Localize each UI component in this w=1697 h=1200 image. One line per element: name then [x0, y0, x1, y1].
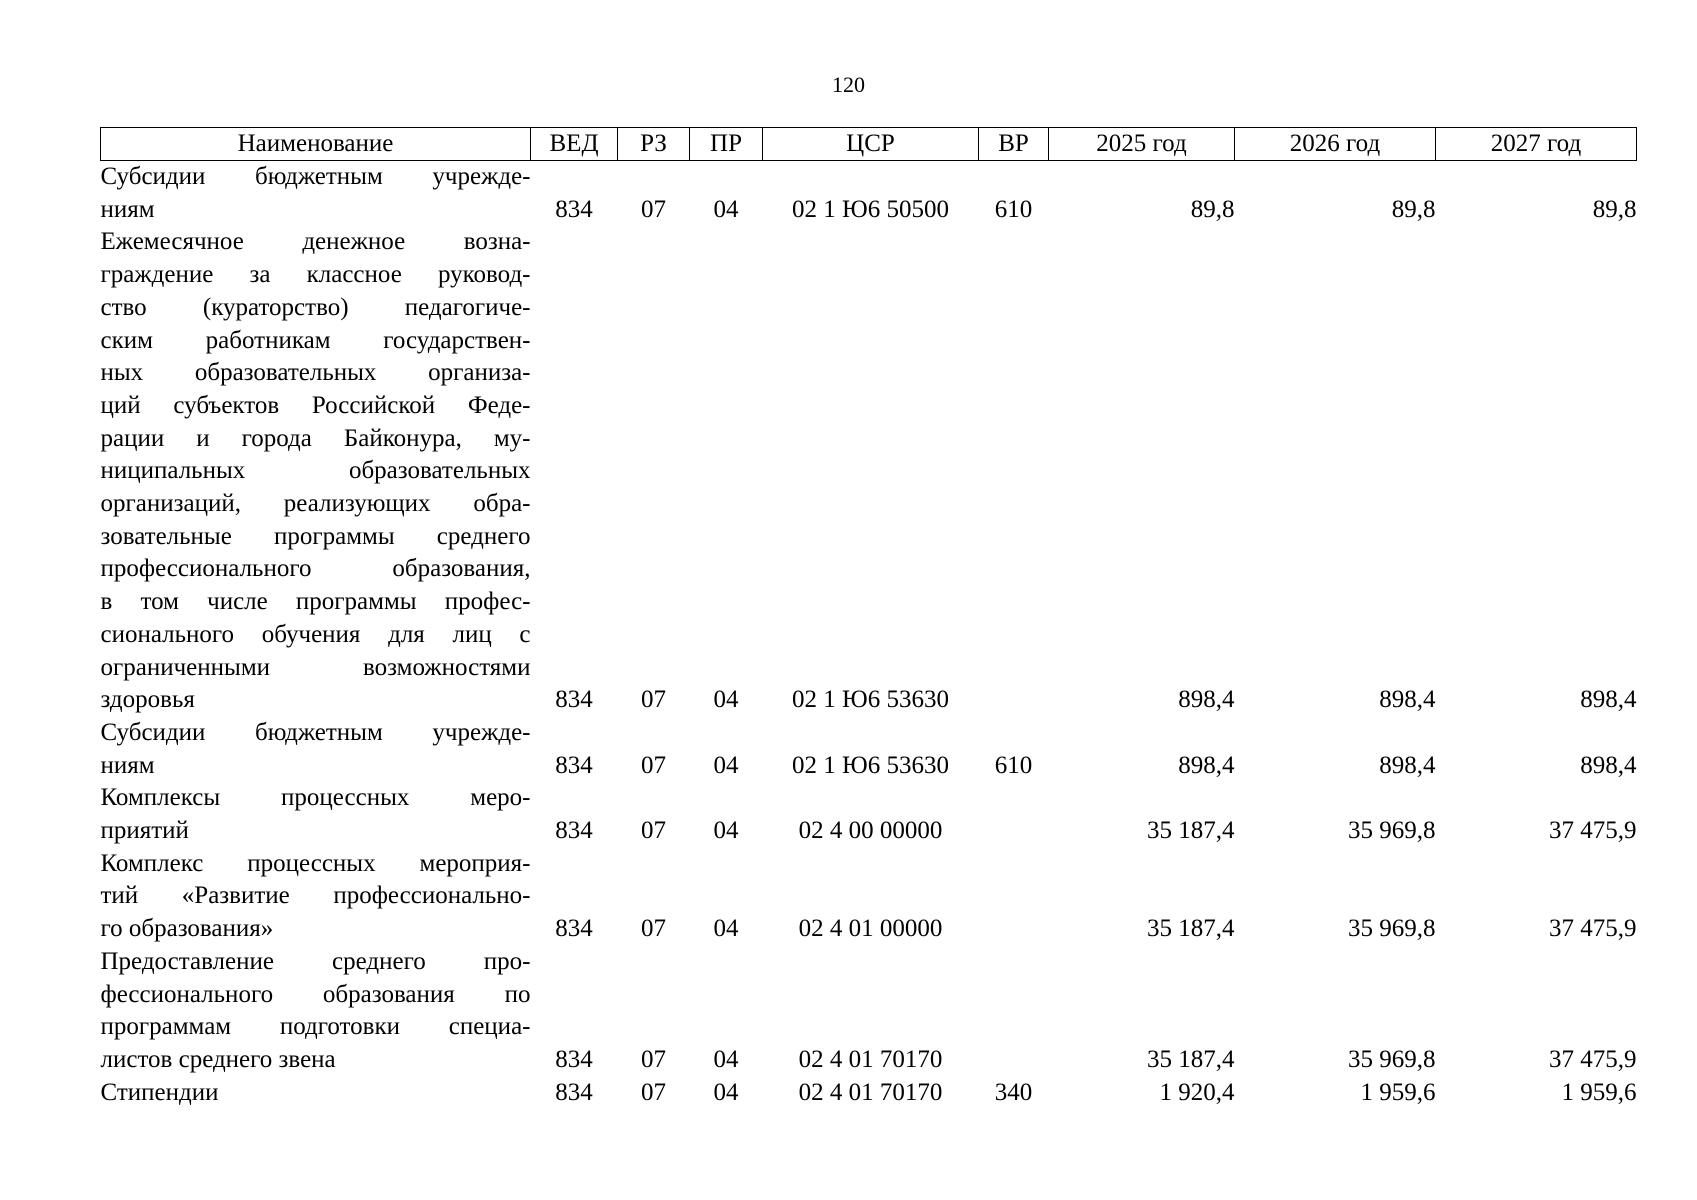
cell-2026: 35 969,8 — [1348, 817, 1436, 845]
name-line: Стипендии — [100, 1078, 219, 1106]
cell-rz: 07 — [641, 1078, 666, 1106]
cell-2027: 37 475,9 — [1549, 915, 1637, 943]
cell-ved: 834 — [555, 915, 593, 943]
name-line: Субсидии бюджетным учрежде- — [100, 163, 531, 190]
cell-ved: 834 — [555, 195, 593, 223]
name-line: Комплекс процессных мероприя- — [100, 849, 531, 877]
name-line: профессионального образования, — [100, 555, 531, 583]
table-row — [101, 161, 1637, 227]
table-row — [101, 1077, 1637, 1110]
name-line: ниципальных образовательных — [100, 457, 531, 485]
cell-2026: 35 969,8 — [1348, 1045, 1436, 1073]
cell-vr — [979, 782, 1049, 847]
name-line: ниям — [100, 195, 155, 223]
cell-vr — [979, 946, 1049, 1077]
table-row — [101, 226, 1637, 717]
cell-rz: 07 — [641, 686, 666, 714]
name-line: ским работникам государствен- — [100, 326, 531, 354]
cell-vr: 340 — [994, 1078, 1033, 1106]
page-number: 120 — [832, 72, 865, 97]
cell-name — [101, 782, 531, 847]
header-2025: 2025 год — [1049, 128, 1235, 161]
name-line: ных образовательных организа- — [100, 359, 531, 387]
cell-ved: 834 — [555, 1045, 593, 1073]
name-line: программам подготовки специа- — [100, 1013, 531, 1041]
cell-2026: 1 959,6 — [1360, 1078, 1436, 1106]
cell-csr: 02 1 Ю6 53630 — [792, 686, 949, 714]
cell-ved: 834 — [555, 1078, 593, 1106]
cell-name — [101, 226, 531, 717]
cell-2027: 898,4 — [1580, 686, 1637, 714]
cell-2027: 89,8 — [1592, 195, 1637, 223]
name-line: го образования» — [100, 915, 274, 943]
name-line: Комплексы процессных меро- — [100, 784, 531, 812]
header-vr: ВР — [979, 128, 1049, 161]
cell-csr: 02 4 01 70170 — [798, 1045, 943, 1073]
cell-pr: 04 — [713, 686, 739, 714]
cell-rz: 07 — [641, 195, 666, 223]
cell-ved: 834 — [555, 817, 593, 845]
budget-table — [100, 127, 1637, 1109]
cell-pr: 04 — [713, 195, 739, 223]
name-line: ций субъектов Российской Феде- — [100, 391, 531, 419]
cell-rz: 07 — [641, 915, 666, 943]
cell-2027: 898,4 — [1580, 751, 1637, 779]
name-line: зовательные программы среднего — [100, 522, 531, 550]
name-line: Предоставление среднего про- — [100, 947, 531, 975]
name-line: Субсидии бюджетным учрежде- — [100, 718, 531, 746]
name-line: тий «Развитие профессионально- — [100, 882, 531, 910]
name-line: листов среднего звена — [100, 1045, 336, 1073]
table-row — [101, 946, 1637, 1077]
table-body — [101, 161, 1637, 1110]
cell-vr — [979, 226, 1049, 717]
cell-2027: 37 475,9 — [1549, 817, 1637, 845]
cell-2025: 898,4 — [1178, 686, 1235, 714]
cell-2026: 35 969,8 — [1348, 915, 1436, 943]
name-line: приятий — [100, 817, 189, 845]
header-pr: ПР — [690, 128, 763, 161]
header-2026: 2026 год — [1235, 128, 1436, 161]
cell-rz: 07 — [641, 751, 666, 779]
cell-2026: 898,4 — [1379, 751, 1436, 779]
cell-2027: 1 959,6 — [1561, 1078, 1637, 1106]
cell-csr: 02 4 01 00000 — [798, 915, 943, 943]
cell-2025: 1 920,4 — [1159, 1078, 1235, 1106]
name-line: здоровья — [100, 686, 195, 714]
name-line: в том числе программы профес- — [100, 588, 531, 616]
cell-vr — [979, 848, 1049, 946]
cell-ved: 834 — [555, 751, 593, 779]
cell-rz: 07 — [641, 817, 666, 845]
table-row — [101, 717, 1637, 782]
name-line: ограниченными возможностями — [100, 653, 531, 681]
cell-csr: 02 4 00 00000 — [798, 817, 943, 845]
cell-2027: 37 475,9 — [1549, 1045, 1637, 1073]
cell-2026: 898,4 — [1379, 686, 1436, 714]
cell-rz: 07 — [641, 1045, 666, 1073]
header-rz: РЗ — [618, 128, 690, 161]
header-csr: ЦСР — [763, 128, 979, 161]
cell-vr: 610 — [994, 195, 1033, 223]
cell-vr: 610 — [994, 751, 1033, 779]
cell-pr: 04 — [713, 817, 739, 845]
cell-csr: 02 1 Ю6 50500 — [792, 195, 949, 223]
header-2027: 2027 год — [1436, 128, 1637, 161]
cell-csr: 02 4 01 70170 — [798, 1078, 943, 1106]
name-line: рации и города Байконура, му- — [100, 424, 531, 452]
name-line: граждение за классное руковод- — [100, 261, 531, 289]
cell-2025: 898,4 — [1178, 751, 1235, 779]
cell-name — [101, 1077, 531, 1110]
cell-pr: 04 — [713, 915, 739, 943]
name-line: организаций, реализующих обра- — [100, 490, 531, 518]
cell-pr: 04 — [713, 1078, 739, 1106]
cell-2025: 35 187,4 — [1147, 915, 1235, 943]
cell-ved: 834 — [555, 686, 593, 714]
name-line: ство (кураторство) педагогиче- — [100, 293, 531, 321]
cell-2025: 35 187,4 — [1147, 817, 1235, 845]
header-name: Наименование — [101, 128, 531, 161]
cell-pr: 04 — [713, 1045, 739, 1073]
cell-name — [101, 946, 531, 1077]
cell-pr: 04 — [713, 751, 739, 779]
table-row — [101, 782, 1637, 847]
cell-csr: 02 1 Ю6 53630 — [792, 751, 949, 779]
header-ved: ВЕД — [531, 128, 618, 161]
cell-name — [101, 848, 531, 946]
cell-name — [101, 161, 531, 227]
name-line: Ежемесячное денежное возна- — [100, 228, 531, 256]
name-line: ниям — [100, 751, 155, 779]
name-line: сионального обучения для лиц с — [100, 620, 531, 648]
table-header-row — [101, 128, 1637, 161]
table-row — [101, 848, 1637, 946]
cell-2025: 89,8 — [1190, 195, 1235, 223]
cell-name — [101, 717, 531, 782]
cell-2026: 89,8 — [1391, 195, 1436, 223]
cell-2025: 35 187,4 — [1147, 1045, 1235, 1073]
name-line: фессионального образования по — [100, 980, 531, 1008]
